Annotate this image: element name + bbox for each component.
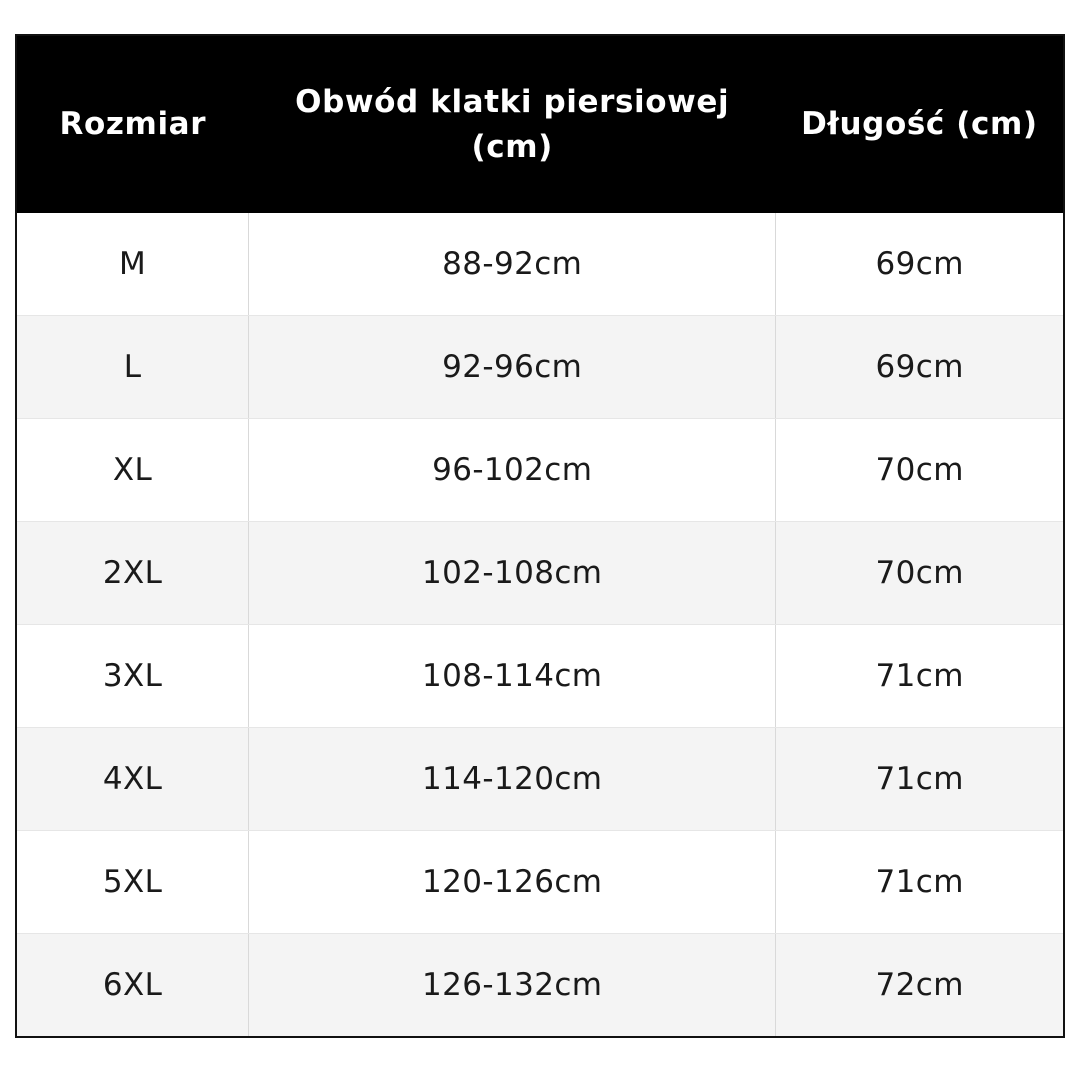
table-row bbox=[16, 316, 1064, 419]
cell-chest: 92-96cm bbox=[249, 316, 776, 419]
cell-size: 2XL bbox=[16, 522, 249, 625]
cell-length: 71cm bbox=[776, 625, 1064, 728]
table-row bbox=[16, 625, 1064, 728]
cell-chest: 88-92cm bbox=[249, 213, 776, 316]
table-header bbox=[16, 35, 1064, 213]
column-header-length: Długość (cm) bbox=[776, 35, 1064, 213]
cell-chest: 102-108cm bbox=[249, 522, 776, 625]
table-row bbox=[16, 213, 1064, 316]
table-body bbox=[16, 213, 1064, 1037]
cell-chest: 108-114cm bbox=[249, 625, 776, 728]
column-header-chest: Obwód klatki piersiowej (cm) bbox=[249, 35, 776, 213]
cell-length: 69cm bbox=[776, 213, 1064, 316]
cell-chest: 120-126cm bbox=[249, 831, 776, 934]
table-row bbox=[16, 522, 1064, 625]
cell-length: 71cm bbox=[776, 728, 1064, 831]
cell-length: 71cm bbox=[776, 831, 1064, 934]
cell-chest: 96-102cm bbox=[249, 419, 776, 522]
table-row bbox=[16, 419, 1064, 522]
cell-size: 6XL bbox=[16, 934, 249, 1038]
cell-size: 5XL bbox=[16, 831, 249, 934]
cell-length: 70cm bbox=[776, 522, 1064, 625]
size-chart-table bbox=[15, 34, 1065, 1038]
cell-size: 3XL bbox=[16, 625, 249, 728]
table-row bbox=[16, 728, 1064, 831]
cell-length: 70cm bbox=[776, 419, 1064, 522]
cell-chest: 114-120cm bbox=[249, 728, 776, 831]
table-header-row bbox=[16, 35, 1064, 213]
cell-size: M bbox=[16, 213, 249, 316]
table-row bbox=[16, 831, 1064, 934]
cell-size: 4XL bbox=[16, 728, 249, 831]
cell-length: 72cm bbox=[776, 934, 1064, 1038]
cell-size: XL bbox=[16, 419, 249, 522]
cell-length: 69cm bbox=[776, 316, 1064, 419]
cell-chest: 126-132cm bbox=[249, 934, 776, 1038]
column-header-size: Rozmiar bbox=[16, 35, 249, 213]
table-row bbox=[16, 934, 1064, 1038]
cell-size: L bbox=[16, 316, 249, 419]
